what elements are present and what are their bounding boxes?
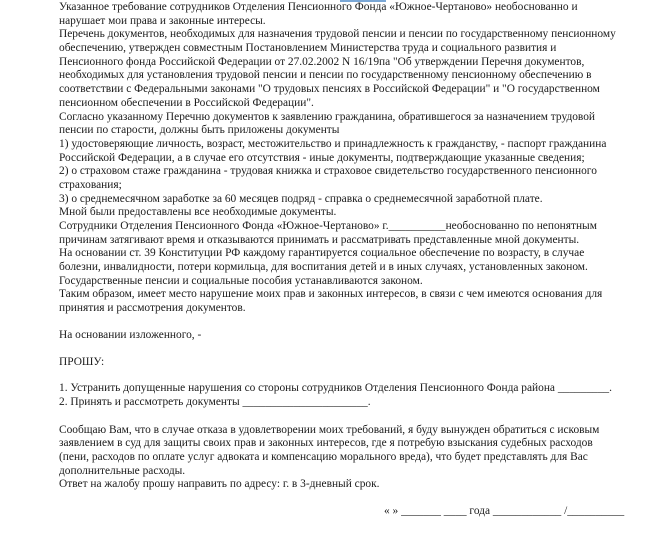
text-line: (пени, расходов по оплате услуг адвоката и компенсацию морального вреда), что будет представлять для Вас	[59, 450, 588, 463]
text-line: Государственные пенсии и социальные пособия устанавливаются законом.	[59, 274, 423, 287]
text-line: На основании ст. 39 Конституции РФ каждому гарантируется социальное обеспечение по возрасту, в случае	[59, 247, 585, 260]
text-line: Мной были предоставлены все необходимые документы.	[59, 206, 337, 219]
basis-line: На основании изложенного, -	[59, 328, 202, 341]
text-line: заявлением в суд для защиты своих прав и законных интересов, где я потребую взыскания судебных расходов	[59, 437, 593, 450]
signature-date-line: « » _______ ____ года ____________ /__________	[384, 505, 625, 517]
text-line: принятия и рассмотрения документов.	[59, 302, 246, 315]
text-line: нарушает мои права и законные интересы.	[59, 14, 266, 27]
text-line: Российской Федерации, а в случае его отсутствия - иные документы, подтверждающие указанные сведения;	[59, 151, 585, 164]
document-page	[59, 1, 625, 519]
text-line: пенсии по старости, должны быть приложены документы	[59, 124, 340, 137]
text-line: дополнительные расходы.	[59, 464, 186, 477]
text-line: обеспечению, утвержден совместным Постановлением Министерства труда и социального развития и	[59, 42, 557, 55]
text-line: 3) о среднемесячном заработке за 60 месяцев подряд - справка о среднемесячной заработной плате.	[59, 192, 543, 205]
text-line: болезни, инвалидности, потери кормильца, для воспитания детей и в иных случаях, установленных законом.	[59, 261, 588, 274]
text-line: 1) удостоверяющие личность, возраст, местожительство и принадлежность к гражданству, - паспорт гражданина	[59, 137, 607, 150]
request-item: 1. Устранить допущенные нарушения со стороны сотрудников Отделения Пенсионного Фонда района _________.	[59, 382, 612, 395]
text-line: Сотрудники Отделения Пенсионного Фонда «Южное-Чертаново» г.__________необоснованно по непонятным	[59, 220, 597, 232]
text-line: Пенсионного фонда Российской Федерации от 27.02.2002 N 16/19па "Об утверждении Перечня документов,	[59, 55, 585, 68]
text-line: пенсионном обеспечении в Российской Федерации".	[59, 96, 314, 109]
text-line: Таким образом, имеет место нарушение моих прав и законных интересов, в связи с чем имеются основания для	[59, 288, 603, 301]
request-heading: ПРОШУ:	[59, 355, 105, 368]
text-line: Сообщаю Вам, что в случае отказа в удовлетворении моих требований, я буду вынужден обратиться с исковым	[59, 423, 600, 436]
paragraph-requirement	[59, 1, 625, 28]
text-line: 2) о страховом стаже гражданина - трудовая книжка и страховое свидетельство государственного пенсионного	[59, 165, 597, 178]
request-item: 2. Принять и рассмотреть документы ______________________.	[59, 395, 371, 408]
text-line: Указанное требование сотрудников Отделения Пенсионного Фонда «Южное-Чертаново» необоснованно и	[59, 1, 578, 13]
paragraph-document-list-regulation	[59, 28, 625, 110]
text-line: причинам затягивают время и отказываются принимать и рассматривать представленные мной документы.	[59, 233, 580, 246]
request-list	[59, 382, 625, 409]
text-line: Перечень документов, необходимых для назначения трудовой пенсии и пенсии по государственному пенсионному	[59, 28, 616, 41]
paragraph-required-documents	[59, 111, 625, 316]
reply-address-line: Ответ на жалобу прошу направить по адресу: г. в 3-дневный срок.	[59, 478, 380, 491]
paragraph-notice	[59, 424, 625, 479]
text-line: соответствии с Федеральными законами "О трудовых пенсиях в Российской Федерации" и "О государственном	[59, 83, 600, 96]
text-line: страхования;	[59, 178, 122, 191]
text-line: необходимых для установления трудовой пенсии и пенсии по государственному пенсионному обеспечению в	[59, 69, 592, 82]
text-line: Согласно указанному Перечню документов к заявлению гражданина, обратившегося за назначением трудовой	[59, 110, 596, 123]
